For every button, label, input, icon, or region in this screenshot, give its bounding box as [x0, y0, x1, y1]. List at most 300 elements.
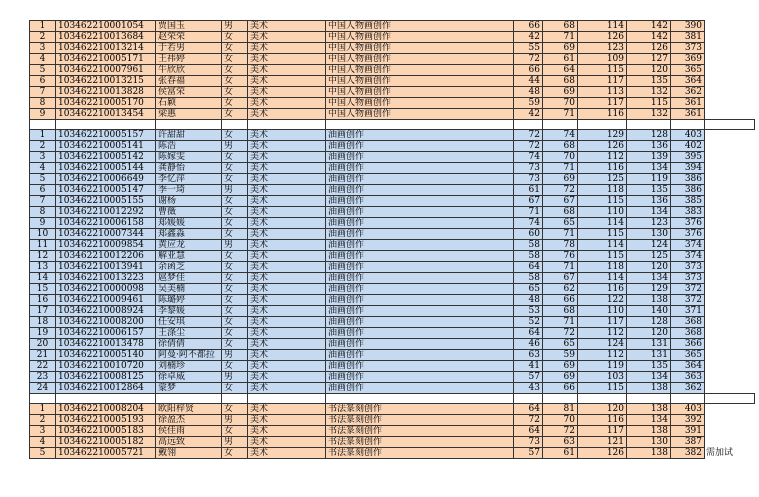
gender-cell: 女 [222, 339, 248, 350]
total-score-cell: 365 [671, 350, 705, 361]
score-4-cell: 136 [627, 141, 671, 152]
table-row [30, 109, 755, 120]
student-name-cell: 贾国玉 [156, 21, 222, 32]
score-3-cell: 125 [578, 174, 627, 185]
score-2-cell: 76 [543, 251, 578, 262]
gender-cell: 男 [222, 141, 248, 152]
gender-cell: 女 [222, 54, 248, 65]
major-direction-cell: 中国人物画创作 [326, 87, 514, 98]
score-3-cell: 120 [578, 404, 627, 415]
gender-cell: 女 [222, 284, 248, 295]
student-id-cell: 103462210013941 [56, 262, 156, 273]
score-3-cell: 109 [578, 54, 627, 65]
row-index-cell: 17 [30, 306, 56, 317]
score-1-cell: 58 [514, 240, 543, 251]
major-direction-cell: 油画创作 [326, 185, 514, 196]
table-row [30, 383, 755, 394]
gender-cell: 女 [222, 207, 248, 218]
subject-cell: 美术 [248, 372, 326, 383]
row-index-cell: 1 [30, 404, 56, 415]
major-direction-cell: 油画创作 [326, 196, 514, 207]
row-index-cell: 3 [30, 43, 56, 54]
score-2-cell: 63 [543, 437, 578, 448]
remark-cell [705, 207, 755, 218]
subject-cell: 美术 [248, 306, 326, 317]
score-1-cell: 73 [514, 163, 543, 174]
student-name-cell: 李忆萍 [156, 174, 222, 185]
student-name-cell: 陈浩 [156, 141, 222, 152]
subject-cell: 美术 [248, 196, 326, 207]
score-4-cell: 127 [627, 54, 671, 65]
score-4-cell: 135 [627, 361, 671, 372]
student-name-cell: 刘楠珍 [156, 361, 222, 372]
score-4-cell: 134 [627, 207, 671, 218]
total-score-cell: 372 [671, 284, 705, 295]
remark-cell [705, 196, 755, 207]
student-id-cell: 103462210005170 [56, 98, 156, 109]
student-name-cell: 李黎媛 [156, 306, 222, 317]
student-name-cell: 于若男 [156, 43, 222, 54]
score-2-cell: 59 [543, 350, 578, 361]
score-2-cell: 64 [543, 65, 578, 76]
gender-cell: 女 [222, 426, 248, 437]
score-2-cell: 66 [543, 383, 578, 394]
remark-cell [705, 383, 755, 394]
row-index-cell: 23 [30, 372, 56, 383]
score-2-cell: 81 [543, 404, 578, 415]
student-id-cell: 103462210008924 [56, 306, 156, 317]
score-3-cell: 115 [578, 383, 627, 394]
score-1-cell: 52 [514, 317, 543, 328]
score-1-cell: 63 [514, 350, 543, 361]
score-3-cell: 117 [578, 98, 627, 109]
subject-cell: 美术 [248, 448, 326, 459]
subject-cell: 美术 [248, 54, 326, 65]
subject-cell: 美术 [248, 130, 326, 141]
row-index-cell: 6 [30, 185, 56, 196]
student-name-cell: 王涤尘 [156, 328, 222, 339]
student-name-cell: 梁惠 [156, 109, 222, 120]
score-1-cell: 72 [514, 141, 543, 152]
remark-cell [705, 141, 755, 152]
total-score-cell: 361 [671, 109, 705, 120]
total-score-cell: 368 [671, 328, 705, 339]
table-row [30, 174, 755, 185]
subject-cell: 美术 [248, 361, 326, 372]
remark-cell [705, 174, 755, 185]
table-row [30, 273, 755, 284]
student-name-cell: 石颖 [156, 98, 222, 109]
gender-cell: 女 [222, 404, 248, 415]
score-4-cell: 120 [627, 262, 671, 273]
major-direction-cell: 油画创作 [326, 328, 514, 339]
major-direction-cell: 油画创作 [326, 306, 514, 317]
subject-cell: 美术 [248, 87, 326, 98]
score-2-cell: 78 [543, 240, 578, 251]
remark-cell [705, 306, 755, 317]
student-name-cell: 任安琪 [156, 317, 222, 328]
remark-cell [705, 426, 755, 437]
row-index-cell: 3 [30, 426, 56, 437]
score-4-cell: 131 [627, 350, 671, 361]
row-index-cell: 16 [30, 295, 56, 306]
score-1-cell: 64 [514, 404, 543, 415]
remark-cell [705, 21, 755, 32]
subject-cell: 美术 [248, 383, 326, 394]
score-2-cell: 74 [543, 130, 578, 141]
subject-cell: 美术 [248, 350, 326, 361]
gender-cell: 女 [222, 273, 248, 284]
gender-cell: 女 [222, 174, 248, 185]
row-index-cell: 21 [30, 350, 56, 361]
score-table [29, 20, 755, 459]
score-3-cell: 110 [578, 207, 627, 218]
subject-cell: 美术 [248, 109, 326, 120]
student-id-cell: 103462210008200 [56, 317, 156, 328]
student-name-cell: 赵荣荣 [156, 32, 222, 43]
score-4-cell: 134 [627, 372, 671, 383]
major-direction-cell: 油画创作 [326, 383, 514, 394]
score-2-cell: 69 [543, 43, 578, 54]
subject-cell: 美术 [248, 32, 326, 43]
table-row [30, 185, 755, 196]
score-1-cell: 41 [514, 361, 543, 372]
table-row [30, 339, 755, 350]
score-4-cell: 142 [627, 32, 671, 43]
subject-cell: 美术 [248, 98, 326, 109]
student-name-cell: 陈璐婷 [156, 295, 222, 306]
table-row [30, 196, 755, 207]
score-4-cell: 120 [627, 328, 671, 339]
remark-cell [705, 350, 755, 361]
table-row [30, 207, 755, 218]
table-row [30, 87, 755, 98]
table-row [30, 317, 755, 328]
row-index-cell: 5 [30, 448, 56, 459]
score-2-cell: 62 [543, 284, 578, 295]
score-3-cell: 117 [578, 317, 627, 328]
subject-cell: 美术 [248, 185, 326, 196]
gender-cell: 女 [222, 109, 248, 120]
score-1-cell: 66 [514, 21, 543, 32]
remark-cell [705, 98, 755, 109]
total-score-cell: 369 [671, 54, 705, 65]
score-1-cell: 60 [514, 229, 543, 240]
score-4-cell: 126 [627, 43, 671, 54]
total-score-cell: 361 [671, 98, 705, 109]
table-row [30, 32, 755, 43]
score-1-cell: 64 [514, 426, 543, 437]
student-id-cell: 103462210006649 [56, 174, 156, 185]
table-row [30, 130, 755, 141]
score-3-cell: 115 [578, 229, 627, 240]
score-2-cell: 71 [543, 229, 578, 240]
table-row [30, 141, 755, 152]
row-index-cell: 12 [30, 251, 56, 262]
student-name-cell: 季一琦 [156, 185, 222, 196]
row-index-cell: 18 [30, 317, 56, 328]
total-score-cell: 365 [671, 65, 705, 76]
student-name-cell: 王祎婷 [156, 54, 222, 65]
group-separator [30, 394, 755, 404]
major-direction-cell: 油画创作 [326, 229, 514, 240]
score-1-cell: 64 [514, 328, 543, 339]
total-score-cell: 402 [671, 141, 705, 152]
table-row [30, 218, 755, 229]
score-2-cell: 66 [543, 295, 578, 306]
total-score-cell: 362 [671, 383, 705, 394]
score-4-cell: 134 [627, 273, 671, 284]
row-index-cell: 24 [30, 383, 56, 394]
major-direction-cell: 油画创作 [326, 284, 514, 295]
gender-cell: 女 [222, 218, 248, 229]
student-name-cell: 黄应龙 [156, 240, 222, 251]
subject-cell: 美术 [248, 174, 326, 185]
score-1-cell: 61 [514, 185, 543, 196]
remark-cell [705, 251, 755, 262]
student-id-cell: 103462210010720 [56, 361, 156, 372]
student-name-cell: 吴美楠 [156, 284, 222, 295]
remark-cell [705, 54, 755, 65]
score-1-cell: 74 [514, 152, 543, 163]
major-direction-cell: 中国人物画创作 [326, 32, 514, 43]
major-direction-cell: 油画创作 [326, 372, 514, 383]
score-3-cell: 114 [578, 240, 627, 251]
score-3-cell: 116 [578, 415, 627, 426]
score-3-cell: 115 [578, 251, 627, 262]
gender-cell: 女 [222, 251, 248, 262]
table-row [30, 98, 755, 109]
remark-cell [705, 273, 755, 284]
student-id-cell: 103462210013454 [56, 109, 156, 120]
score-2-cell: 67 [543, 196, 578, 207]
remark-cell [705, 185, 755, 196]
total-score-cell: 373 [671, 273, 705, 284]
score-3-cell: 121 [578, 437, 627, 448]
student-id-cell: 103462210005155 [56, 196, 156, 207]
student-name-cell: 徐倩倩 [156, 339, 222, 350]
score-2-cell: 71 [543, 262, 578, 273]
gender-cell: 女 [222, 383, 248, 394]
major-direction-cell: 油画创作 [326, 152, 514, 163]
total-score-cell: 395 [671, 152, 705, 163]
student-id-cell: 103462210005193 [56, 415, 156, 426]
score-3-cell: 126 [578, 448, 627, 459]
table-row [30, 163, 755, 174]
score-1-cell: 72 [514, 415, 543, 426]
remark-cell [705, 284, 755, 295]
subject-cell: 美术 [248, 328, 326, 339]
score-2-cell: 70 [543, 152, 578, 163]
subject-cell: 美术 [248, 273, 326, 284]
student-id-cell: 103462210008204 [56, 404, 156, 415]
major-direction-cell: 油画创作 [326, 361, 514, 372]
row-index-cell: 7 [30, 87, 56, 98]
gender-cell: 女 [222, 361, 248, 372]
group-separator [30, 120, 755, 130]
total-score-cell: 374 [671, 251, 705, 262]
row-index-cell: 1 [30, 130, 56, 141]
student-name-cell: 余函芝 [156, 262, 222, 273]
subject-cell: 美术 [248, 240, 326, 251]
score-3-cell: 112 [578, 152, 627, 163]
score-3-cell: 114 [578, 273, 627, 284]
score-3-cell: 126 [578, 141, 627, 152]
score-4-cell: 134 [627, 415, 671, 426]
score-2-cell: 70 [543, 415, 578, 426]
student-id-cell: 103462210001054 [56, 21, 156, 32]
major-direction-cell: 油画创作 [326, 350, 514, 361]
gender-cell: 女 [222, 229, 248, 240]
score-3-cell: 113 [578, 87, 627, 98]
score-4-cell: 115 [627, 98, 671, 109]
major-direction-cell: 油画创作 [326, 141, 514, 152]
subject-cell: 美术 [248, 404, 326, 415]
score-1-cell: 42 [514, 32, 543, 43]
score-2-cell: 71 [543, 109, 578, 120]
remark-cell [705, 339, 755, 350]
student-id-cell: 103462210006158 [56, 218, 156, 229]
score-4-cell: 139 [627, 152, 671, 163]
gender-cell: 女 [222, 328, 248, 339]
score-4-cell: 128 [627, 130, 671, 141]
remark-cell [705, 87, 755, 98]
row-index-cell: 15 [30, 284, 56, 295]
subject-cell: 美术 [248, 65, 326, 76]
row-index-cell: 9 [30, 218, 56, 229]
student-name-cell: 蒙梦 [156, 383, 222, 394]
major-direction-cell: 油画创作 [326, 207, 514, 218]
student-id-cell: 103462210013223 [56, 273, 156, 284]
score-4-cell: 138 [627, 404, 671, 415]
table-row [30, 426, 755, 437]
score-3-cell: 116 [578, 109, 627, 120]
gender-cell: 女 [222, 317, 248, 328]
subject-cell: 美术 [248, 163, 326, 174]
score-2-cell: 68 [543, 306, 578, 317]
score-1-cell: 57 [514, 372, 543, 383]
subject-cell: 美术 [248, 415, 326, 426]
total-score-cell: 368 [671, 317, 705, 328]
row-index-cell: 8 [30, 207, 56, 218]
score-3-cell: 110 [578, 306, 627, 317]
row-index-cell: 8 [30, 98, 56, 109]
score-3-cell: 115 [578, 65, 627, 76]
score-1-cell: 46 [514, 339, 543, 350]
total-score-cell: 385 [671, 196, 705, 207]
score-4-cell: 132 [627, 109, 671, 120]
student-name-cell: 解亚慧 [156, 251, 222, 262]
score-2-cell: 61 [543, 54, 578, 65]
table-row [30, 328, 755, 339]
score-2-cell: 65 [543, 339, 578, 350]
score-3-cell: 122 [578, 295, 627, 306]
score-1-cell: 71 [514, 207, 543, 218]
total-score-cell: 383 [671, 207, 705, 218]
major-direction-cell: 书法篆刻创作 [326, 448, 514, 459]
score-1-cell: 65 [514, 284, 543, 295]
subject-cell: 美术 [248, 21, 326, 32]
remark-cell [705, 43, 755, 54]
table-row [30, 448, 755, 459]
score-4-cell: 135 [627, 76, 671, 87]
major-direction-cell: 油画创作 [326, 163, 514, 174]
row-index-cell: 22 [30, 361, 56, 372]
remark-cell [705, 152, 755, 163]
score-3-cell: 118 [578, 262, 627, 273]
table-row [30, 21, 755, 32]
row-index-cell: 20 [30, 339, 56, 350]
score-4-cell: 135 [627, 185, 671, 196]
subject-cell: 美术 [248, 141, 326, 152]
score-1-cell: 44 [514, 76, 543, 87]
student-id-cell: 103462210005183 [56, 426, 156, 437]
score-2-cell: 72 [543, 185, 578, 196]
student-name-cell: 曹薇 [156, 207, 222, 218]
remark-cell [705, 240, 755, 251]
row-index-cell: 2 [30, 415, 56, 426]
subject-cell: 美术 [248, 426, 326, 437]
student-id-cell: 103462210005141 [56, 141, 156, 152]
score-2-cell: 70 [543, 98, 578, 109]
table-row [30, 229, 755, 240]
table-row [30, 306, 755, 317]
student-id-cell: 103462210005171 [56, 54, 156, 65]
major-direction-cell: 油画创作 [326, 339, 514, 350]
score-1-cell: 58 [514, 273, 543, 284]
student-id-cell: 103462210005182 [56, 437, 156, 448]
score-3-cell: 129 [578, 130, 627, 141]
subject-cell: 美术 [248, 229, 326, 240]
row-index-cell: 5 [30, 65, 56, 76]
student-name-cell: 侯佳雨 [156, 426, 222, 437]
score-4-cell: 124 [627, 240, 671, 251]
row-index-cell: 4 [30, 54, 56, 65]
score-2-cell: 61 [543, 448, 578, 459]
score-3-cell: 116 [578, 284, 627, 295]
total-score-cell: 366 [671, 339, 705, 350]
remark-cell [705, 65, 755, 76]
score-4-cell: 128 [627, 317, 671, 328]
score-4-cell: 131 [627, 339, 671, 350]
score-2-cell: 72 [543, 328, 578, 339]
remark-cell [705, 229, 755, 240]
score-2-cell: 72 [543, 426, 578, 437]
total-score-cell: 364 [671, 76, 705, 87]
student-name-cell: 郑媛媛 [156, 218, 222, 229]
score-2-cell: 69 [543, 174, 578, 185]
score-4-cell: 120 [627, 65, 671, 76]
row-index-cell: 4 [30, 437, 56, 448]
gender-cell: 女 [222, 163, 248, 174]
student-name-cell: 徐盈杰 [156, 415, 222, 426]
table-row [30, 65, 755, 76]
remark-cell [705, 328, 755, 339]
subject-cell: 美术 [248, 295, 326, 306]
gender-cell: 男 [222, 415, 248, 426]
total-score-cell: 381 [671, 32, 705, 43]
major-direction-cell: 书法篆刻创作 [326, 404, 514, 415]
score-4-cell: 142 [627, 21, 671, 32]
table-row [30, 372, 755, 383]
total-score-cell: 394 [671, 163, 705, 174]
student-id-cell: 103462210013215 [56, 76, 156, 87]
score-3-cell: 124 [578, 339, 627, 350]
subject-cell: 美术 [248, 284, 326, 295]
subject-cell: 美术 [248, 207, 326, 218]
table-row [30, 350, 755, 361]
subject-cell: 美术 [248, 262, 326, 273]
